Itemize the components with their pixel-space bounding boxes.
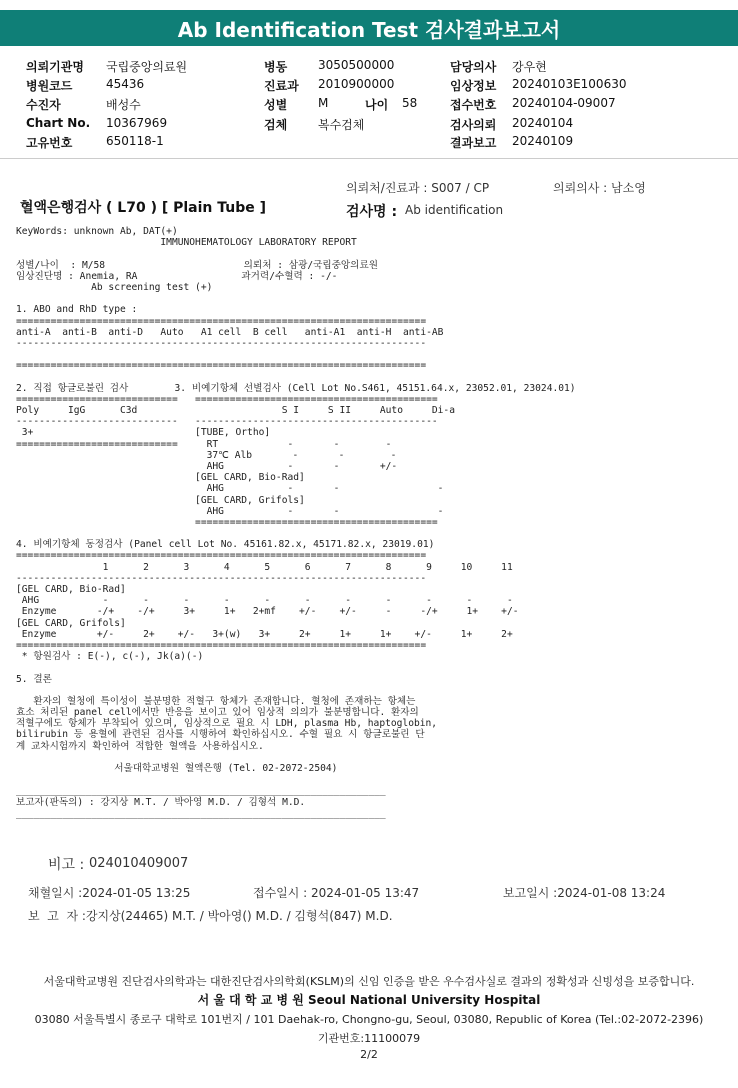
header-value: M	[318, 96, 329, 110]
hospital-address: 03080 서울특별시 종로구 대학로 101번지 / 101 Daehak-ro, Chongno-gu, Seoul, 03080, Republic of Korea (Tel.:02-2072-2396)	[34, 1013, 704, 1026]
header-label: 담당의사	[450, 60, 497, 74]
report-line	[16, 371, 728, 382]
request-dept: 의뢰처/진료과 : S007 / CP	[346, 181, 490, 195]
report-line: Enzyme +/- 2+ +/- 3+(w) 3+ 2+ 1+ 1+ +/- 1+ 2+	[16, 628, 513, 640]
report-line	[16, 662, 728, 673]
header-label: 결과보고	[450, 136, 497, 150]
report-line: 적혈구에도 항체가 부착되어 있으며, 임상적으로 필요 시 LDH, plasma Hb, haptoglobin,	[16, 718, 438, 730]
report-line: =======================================================================	[16, 360, 427, 372]
header-label: 진료과	[264, 79, 299, 93]
header-label: 병동	[264, 60, 288, 74]
header-value: 강우현	[512, 60, 547, 74]
header-label: 고유번호	[26, 136, 73, 150]
header-value: 국립중앙의료원	[106, 60, 188, 74]
request-doctor: 의뢰의사 : 남소영	[553, 181, 646, 195]
report-line: KeyWords: unknown Ab, DAT(+)	[16, 226, 178, 237]
report-line: 환자의 혈청에 특이성이 불분명한 적혈구 항체가 존재합니다. 혈청에 존재하는 항체는	[16, 695, 416, 707]
report-line: IMMUNOHEMATOLOGY LABORATORY REPORT	[16, 237, 357, 249]
header-value: 45436	[106, 77, 145, 91]
header-value: 2010900000	[318, 77, 395, 91]
header-label: 임상정보	[450, 79, 497, 93]
report-title-banner	[0, 10, 738, 46]
header-value: 650118-1	[106, 134, 164, 148]
report-line	[16, 349, 728, 360]
receipt-time: 접수일시 : 2024-01-05 13:47	[253, 886, 420, 900]
report-line: 서울대학교병원 혈액은행 (Tel. 02-2072-2504)	[16, 763, 338, 774]
report-line: [GEL CARD, Grifols]	[16, 617, 126, 629]
report-line	[16, 752, 728, 763]
report-line: 2. 직접 항글로불린 검사 3. 비예기항체 선별검사 (Cell Lot No.S461, 45151.64.x, 23052.01, 23024.01)	[16, 382, 576, 394]
report-line: 보고자(판독의) : 강지상 M.T. / 박아영 M.D. / 김형석 M.D.	[16, 796, 306, 808]
report-line: -----------------------------------------------------------------------	[16, 337, 427, 349]
report-line: -----------------------------------------------------------------------	[16, 572, 427, 584]
report-line: 성별/나이 : M/58 의뢰처 : 삼광/국립중앙의료원	[16, 259, 378, 271]
report-line: ============================ ==========================================	[16, 393, 438, 405]
header-value: 20240104-09007	[512, 96, 616, 110]
remarks-value: 024010409007	[89, 856, 189, 871]
report-line: bilirubin 등 용혈에 관련된 검사를 시행하여 확인하십시오. 수혈 필요 시 항글로불린 단	[16, 729, 425, 741]
report-line: 37℃ Alb - - -	[16, 449, 397, 461]
report-line: =======================================================================	[16, 639, 427, 651]
reporter-line: 보 고 자 :강지상(24465) M.T. / 박아영() M.D. / 김형석(847) M.D.	[28, 909, 393, 923]
report-line: ________________________________________________________________	[16, 785, 386, 797]
report-line: 1. ABO and RhD type :	[16, 304, 138, 316]
report-line: Ab screening test (+)	[16, 281, 213, 293]
report-line: 4. 비예기항체 동정검사 (Panel cell Lot No. 45161.82.x, 45171.82.x, 23019.01)	[16, 539, 435, 551]
institution-number: 기관번호:11100079	[317, 1032, 421, 1045]
report-line: [GEL CARD, Grifols]	[16, 494, 305, 506]
hospital-name: 서 울 대 학 교 병 원 Seoul National University Hospital	[197, 993, 541, 1007]
header-label: 수진자	[26, 98, 61, 112]
header-value: 20240103E100630	[512, 77, 627, 91]
report-line: * 항원검사 : E(-), c(-), Jk(a)(-)	[16, 651, 204, 663]
collection-time: 채혈일시 :2024-01-05 13:25	[28, 886, 191, 900]
page-number: 2/2	[360, 1048, 378, 1061]
report-line: anti-A anti-B anti-D Auto A1 cell B cell anti-A1 anti-H anti-AB	[16, 326, 444, 338]
report-line: =======================================================================	[16, 550, 427, 562]
report-line	[16, 293, 728, 304]
report-line: 3+ [TUBE, Ortho]	[16, 427, 271, 439]
report-line: AHG - - -	[16, 505, 444, 517]
test-name-value: Ab identification	[405, 203, 504, 217]
header-value: 배성수	[106, 98, 141, 112]
report-line: AHG - - - - - - - - - - -	[16, 595, 513, 607]
header-value: 3050500000	[318, 58, 395, 72]
certification-statement: 서울대학교병원 진단검사의학과는 대한진단검사의학회(KSLM)의 신임 인증을 받은 우수검사실로 결과의 정확성과 신빙성을 보증합니다.	[43, 975, 695, 988]
report-line	[16, 248, 728, 259]
test-name-label: 검사명 :	[346, 204, 398, 220]
report-line: AHG - - +/-	[16, 460, 398, 472]
report-line: =======================================================================	[16, 315, 427, 327]
report-line: 효소 처리된 panel cell에서만 반응을 보이고 있어 임상적 의의가 불분명합니다. 환자의	[16, 707, 419, 719]
header-value: 20240104	[512, 116, 574, 130]
report-line: Enzyme -/+ -/+ 3+ 1+ 2+mf +/- +/- - -/+ 1+ +/-	[16, 606, 519, 618]
header-label: 병원코드	[26, 79, 73, 93]
header-label: 검체	[264, 118, 288, 132]
report-line: 5. 결론	[16, 673, 52, 685]
report-line: 계 교차시험까지 확인하여 적합한 혈액을 사용하십시오.	[16, 740, 264, 752]
report-line: Poly IgG C3d S I S II Auto Di-a	[16, 405, 455, 416]
header-label: 검사의뢰	[450, 118, 497, 132]
header-label: 성별	[264, 98, 288, 112]
report-line: [GEL CARD, Bio-Rad]	[16, 472, 305, 484]
test-code: 혈액은행검사 ( L70 ) [ Plain Tube ]	[20, 200, 267, 216]
report-line: ==========================================	[16, 516, 438, 528]
report-line	[16, 774, 728, 785]
header-label: 나이	[365, 98, 389, 112]
header-label: 접수번호	[450, 98, 497, 112]
header-value: 20240109	[512, 134, 574, 148]
report-line	[16, 528, 728, 539]
header-value: 58	[402, 96, 418, 110]
header-label: 의뢰기관명	[26, 60, 84, 74]
report-line: ---------------------------- ------------------------------------------	[16, 416, 438, 428]
report-line: 임상진단명 : Anemia, RA 과거력/수혈력 : -/-	[16, 270, 338, 282]
report-line: ________________________________________________________________	[16, 807, 386, 819]
report-line: [GEL CARD, Bio-Rad]	[16, 584, 126, 595]
report-title: Ab Identification Test 검사결과보고서	[177, 17, 561, 42]
lab-report-body	[16, 226, 728, 819]
report-line: 1 2 3 4 5 6 7 8 9 10 11	[16, 561, 513, 573]
header-divider	[0, 158, 738, 159]
footer	[0, 973, 738, 1061]
report-line: ============================ RT - - -	[16, 438, 392, 450]
header-label: Chart No.	[26, 116, 91, 130]
header-value: 10367969	[106, 116, 168, 130]
remarks-label: 비고 :	[48, 857, 85, 873]
header-value: 복수검체	[318, 118, 365, 132]
report-time: 보고일시 :2024-01-08 13:24	[503, 886, 666, 900]
report-line	[16, 685, 728, 696]
report-line: AHG - - -	[16, 483, 444, 495]
